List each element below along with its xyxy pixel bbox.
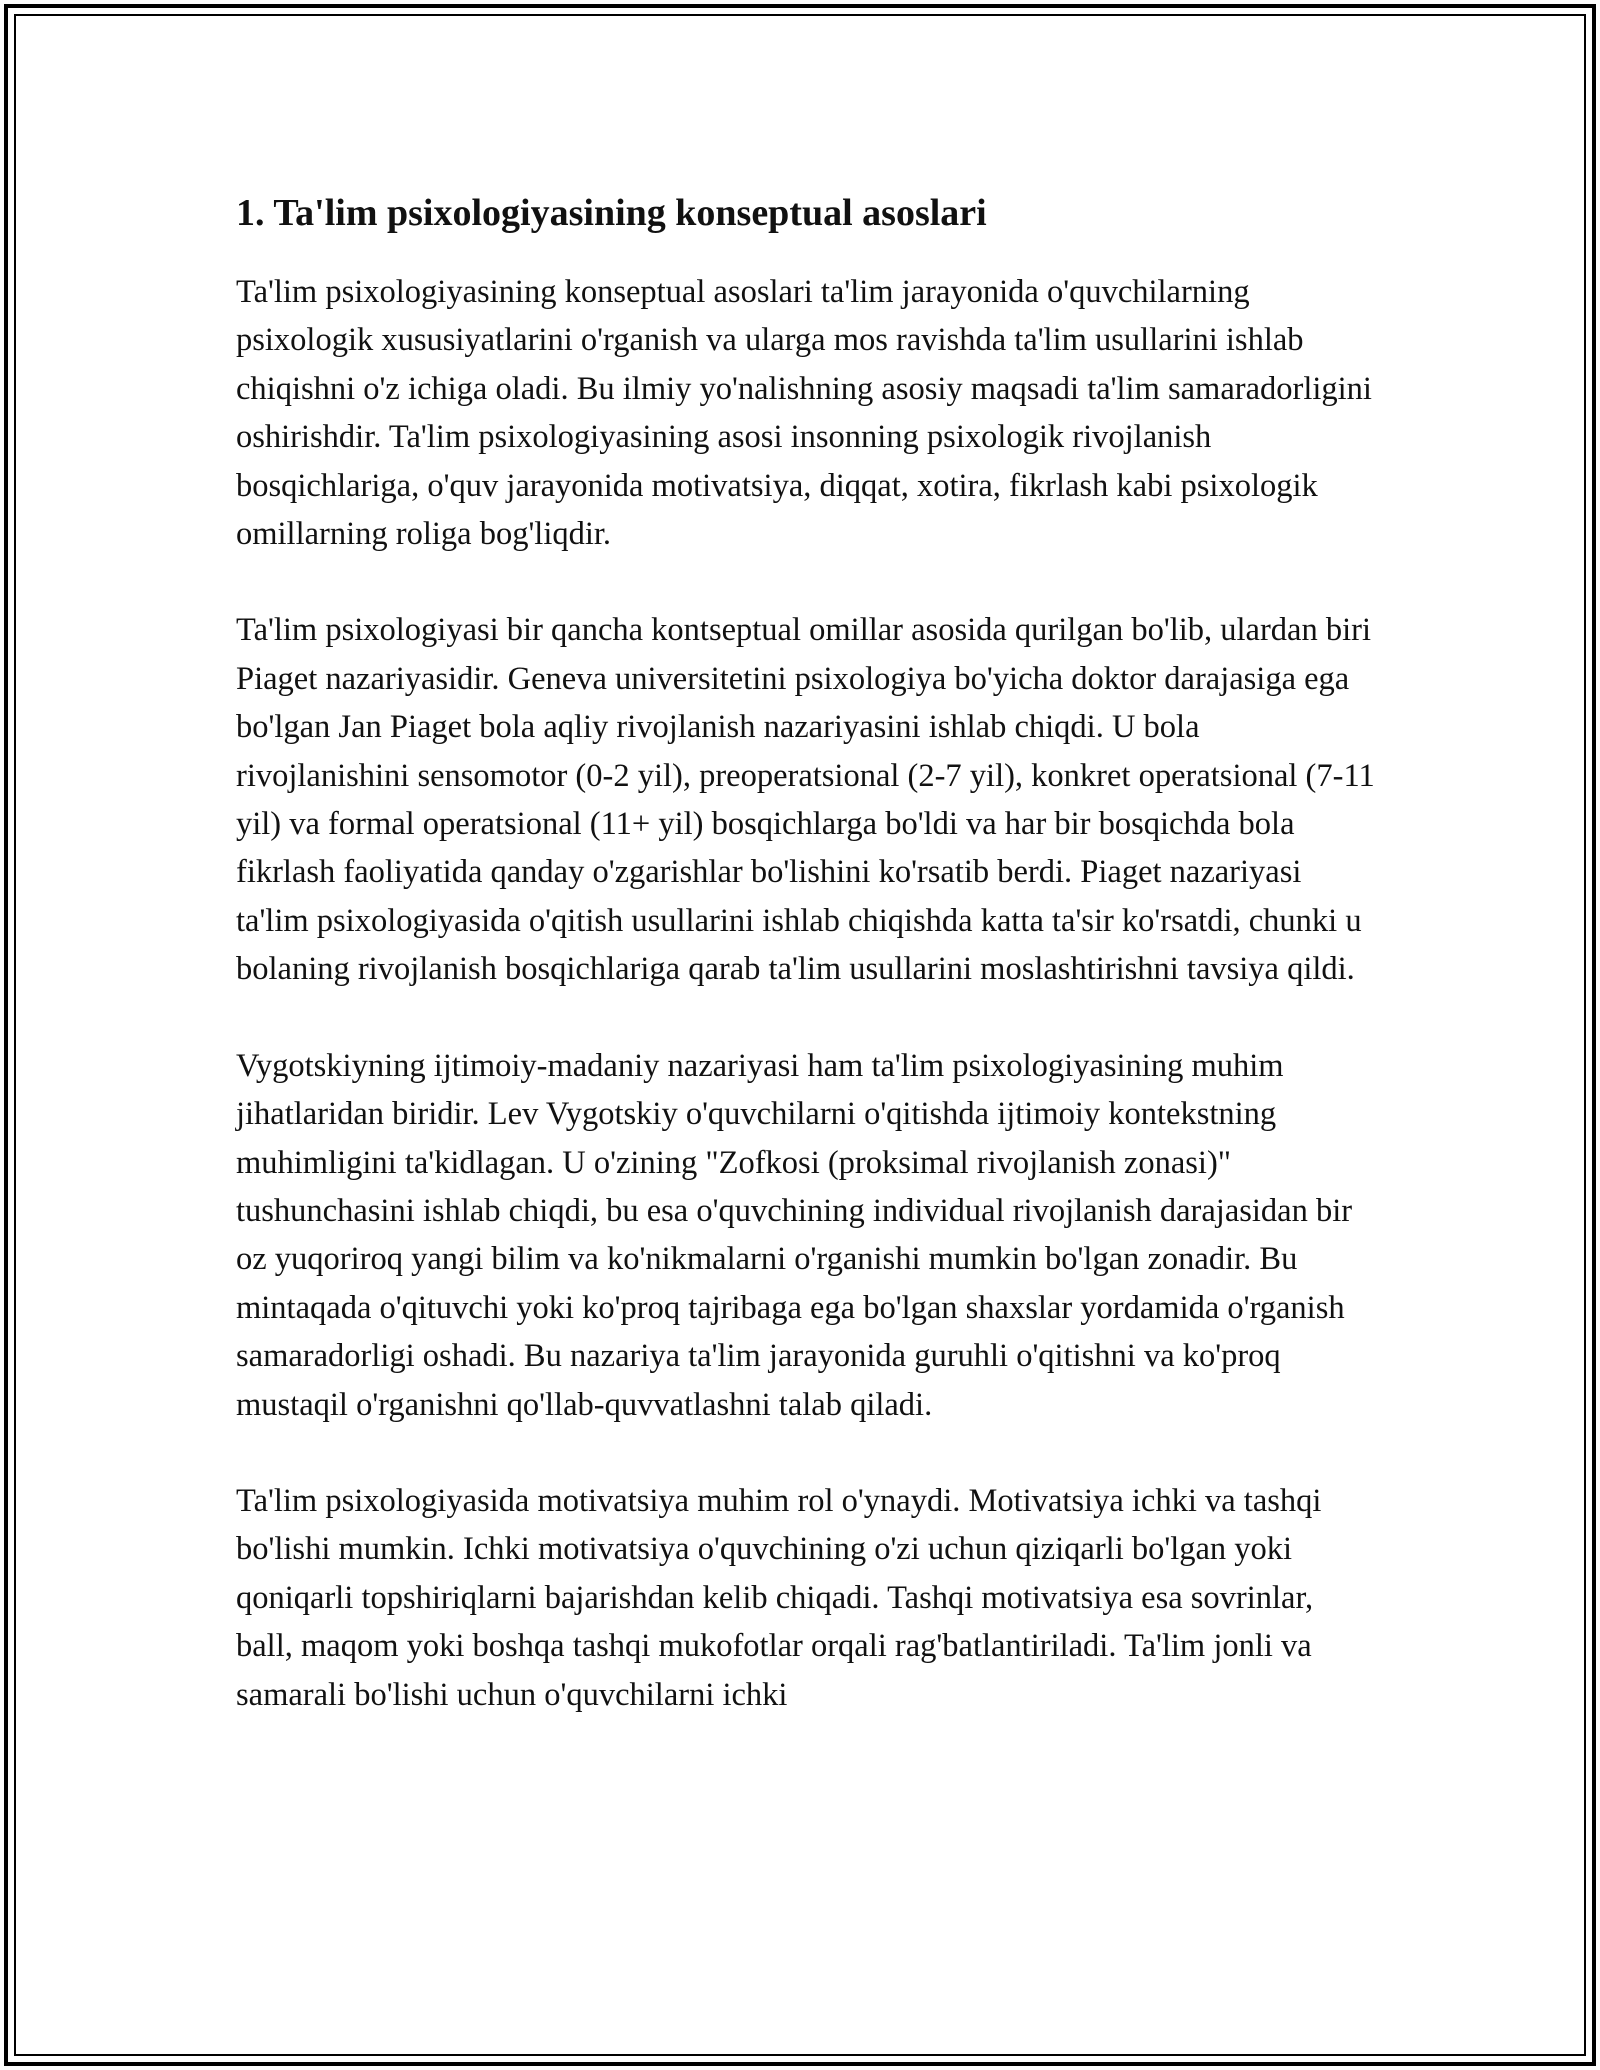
- paragraph-1: Ta'lim psixologiyasining konseptual asoslari ta'lim jarayonida o'quvchilarning psixologik xususiyatlarini o'rganish va ularga mos ravishda ta'lim usullarini ishlab chiqishni o'z ichiga oladi. Bu ilmiy yo'nalishning asosiy maqsadi ta'lim samaradorligini oshirishdir. Ta'lim psixologiyasining asosi insonning psixologik rivojlanish bosqichlariga, o'quv jarayonida motivatsiya, diqqat, xotira, fikrlash kabi psixologik omillarning roliga bog'liqdir.: [236, 274, 1372, 553]
- paragraph-2: Ta'lim psixologiyasi bir qancha kontseptual omillar asosida qurilgan bo'lib, ulardan biri Piaget nazariyasidir. Geneva universitetini psixologiya bo'yicha doktor darajasiga ega bo'lgan Jan Piaget bola aqliy rivojlanish nazariyasini ishlab chiqdi. U bola rivojlanishini sensomotor (0-2 yil), preoperatsional (2-7 yil), konkret operatsional (7-11 yil) va formal operatsional (11+ yil) bosqichlarga bo'ldi va har bir bosqichda bola fikrlash faoliyatida qanday o'zgarishlar bo'lishini ko'rsatib berdi. Piaget nazariyasi ta'lim psixologiyasida o'qitish usullarini ishlab chiqishda katta ta'sir ko'rsatdi, chunki u bolaning rivojlanish bosqichlariga qarab ta'lim usullarini moslashtirishni tavsiya qildi.: [236, 612, 1375, 988]
- paragraph-4: Ta'lim psixologiyasida motivatsiya muhim rol o'ynaydi. Motivatsiya ichki va tashqi bo'lishi mumkin. Ichki motivatsiya o'quvchining o'zi uchun qiziqarli bo'lgan yoki qoniqarli topshiriqlarni bajarishdan kelib chiqadi. Tashqi motivatsiya esa sovrinlar, ball, maqom yoki boshqa tashqi mukofotlar orqali rag'batlantiriladi. Ta'lim jonli va samarali bo'lishi uchun o'quvchilarni ichki: [236, 1482, 1322, 1713]
- document-content: [236, 180, 1376, 1719]
- section-heading: 1. Ta'lim psixologiyasining konseptual asoslari: [236, 192, 987, 234]
- paragraph-3: Vygotskiyning ijtimoiy-madaniy nazariyasi ham ta'lim psixologiyasining muhim jihatlaridan biridir. Lev Vygotskiy o'quvchilarni o'qitishda ijtimoiy kontekstning muhimligini ta'kidlagan. U o'zining "Zofkosi (proksimal rivojlanish zonasi)" tushunchasini ishlab chiqdi, bu esa o'quvchining individual rivojlanish darajasidan bir oz yuqoriroq yangi bilim va ko'nikmalarni o'rganishi mumkin bo'lgan zonadir. Bu mintaqada o'qituvchi yoki ko'proq tajribaga ega bo'lgan shaxslar yordamida o'rganish samaradorligi oshadi. Bu nazariya ta'lim jarayonida guruhli o'qitishni va ko'proq mustaqil o'rganishni qo'llab-quvvatlashni talab qiladi.: [236, 1047, 1353, 1423]
